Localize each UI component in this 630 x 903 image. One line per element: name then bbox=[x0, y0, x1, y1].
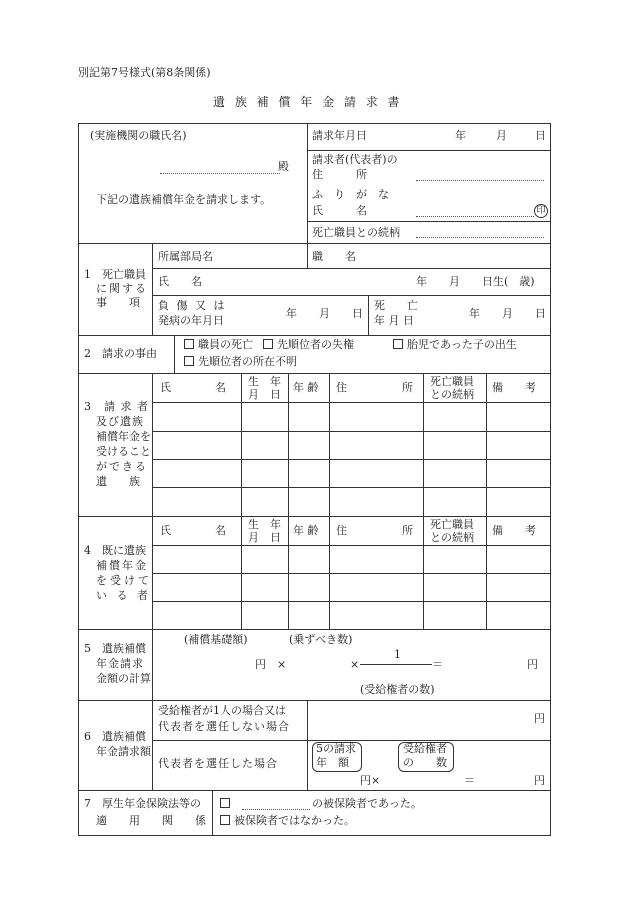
s3-label-4: 受けること bbox=[96, 445, 151, 458]
address-line[interactable] bbox=[416, 180, 544, 181]
reason-option-1-label: 職員の死亡 bbox=[198, 338, 253, 351]
agency-name-line[interactable] bbox=[160, 173, 280, 174]
name-label: 氏 名 bbox=[312, 204, 367, 217]
deceased-name-label: 氏 名 bbox=[158, 275, 202, 288]
reason-option-4-label: 先順位者の所在不明 bbox=[198, 355, 297, 368]
col-remarks: 備 考 bbox=[492, 524, 536, 537]
col-relation-2: との続柄 bbox=[430, 388, 474, 401]
s3-label-2: 及び遺族 bbox=[96, 415, 144, 428]
s6-label-2: 年金請求額 bbox=[96, 745, 151, 758]
death-label-1: 死 亡 bbox=[374, 299, 418, 312]
request-day: 日 bbox=[535, 129, 546, 142]
s7-label-2: 適 用 関 係 bbox=[96, 814, 206, 827]
s5-label-3: 金額の計算 bbox=[96, 672, 151, 685]
multiplier-label: (乗ずべき数) bbox=[289, 633, 353, 646]
insurance-option-1[interactable] bbox=[220, 797, 234, 811]
death-ymd: 年 月 日 bbox=[469, 307, 546, 320]
fraction-bar bbox=[360, 664, 432, 665]
col-age: 年 齢 bbox=[293, 381, 319, 394]
request-month: 月 bbox=[496, 129, 507, 142]
claimant-count-1: 受給権者 bbox=[403, 742, 447, 755]
col-relation-2: との続柄 bbox=[430, 531, 474, 544]
dept-label: 所属部局名 bbox=[158, 250, 213, 263]
s3-label-5: ができる bbox=[96, 460, 148, 473]
claim-annual-1: 5の請求 bbox=[316, 742, 356, 755]
s2-label: 2 請求の事由 bbox=[84, 347, 157, 360]
yen-result: 円 bbox=[527, 658, 538, 671]
equals-sign: ＝ bbox=[432, 658, 443, 671]
claimant-count-2: の 数 bbox=[403, 756, 447, 769]
checkbox-icon[interactable] bbox=[220, 815, 230, 825]
insurance-option-1-label: の被保険者であった。 bbox=[312, 797, 422, 810]
request-year: 年 bbox=[455, 129, 466, 142]
relation-line[interactable] bbox=[416, 237, 544, 238]
form-title: 遺 族 補 償 年 金 請 求 書 bbox=[213, 95, 403, 109]
insurance-name-line[interactable] bbox=[242, 809, 310, 810]
injury-label-2: 発病の年月日 bbox=[158, 314, 224, 327]
furigana-label: ふ り が な bbox=[312, 188, 389, 201]
yen-times: 円 × bbox=[255, 658, 287, 671]
col-address: 住 所 bbox=[336, 524, 413, 537]
reason-option-3[interactable] bbox=[393, 338, 517, 352]
s4-label-3: を受けて bbox=[96, 574, 152, 587]
claim-annual-2: 年 額 bbox=[316, 756, 349, 769]
injury-ymd: 年 月 日 bbox=[286, 307, 363, 320]
reason-option-2-label: 先順位者の失権 bbox=[277, 338, 354, 351]
col-name: 氏 名 bbox=[160, 381, 226, 394]
s3-label-1: 3 請 求 者 bbox=[84, 400, 149, 413]
address-label: 住 所 bbox=[312, 168, 367, 181]
birth-date-text: 年 月 日生( 歳) bbox=[416, 275, 535, 288]
col-relation-1: 死亡職員 bbox=[430, 518, 474, 531]
single-yen: 円 bbox=[534, 712, 545, 725]
checkbox-icon[interactable] bbox=[263, 339, 273, 349]
s5-label-2: 年金請求 bbox=[96, 657, 144, 670]
col-address: 住 所 bbox=[336, 381, 413, 394]
relation-label: 死亡職員との続柄 bbox=[312, 226, 400, 239]
claim-form bbox=[78, 123, 551, 836]
agency-label: (実施機関の職氏名) bbox=[90, 129, 187, 142]
insurance-option-2-label: 被保険者ではなかった。 bbox=[234, 814, 355, 827]
post-label: 職 名 bbox=[312, 250, 356, 263]
representative-label: 代表者を選任した場合 bbox=[158, 757, 278, 770]
reason-option-2[interactable] bbox=[263, 338, 354, 352]
s4-label-4: い る 者 bbox=[96, 589, 151, 602]
s3-label-3: 補償年金を bbox=[96, 430, 151, 443]
injury-label-1: 負 傷 又 は bbox=[158, 299, 227, 312]
s1-label-3: 事 項 bbox=[96, 296, 140, 309]
col-relation-1: 死亡職員 bbox=[430, 375, 474, 388]
s6-label-1: 6 遺族補償 bbox=[84, 730, 146, 743]
insurance-option-2[interactable] bbox=[220, 814, 355, 828]
rep-yen: 円 bbox=[534, 774, 545, 787]
rep-equals: ＝ bbox=[464, 774, 475, 787]
fraction-one: 1 bbox=[394, 648, 401, 661]
request-date-label: 請求年月日 bbox=[312, 129, 367, 142]
col-remarks: 備 考 bbox=[492, 381, 536, 394]
checkbox-icon[interactable] bbox=[184, 356, 194, 366]
s4-label-2: 補償年金 bbox=[96, 559, 148, 572]
col-birth-2: 月 日 bbox=[248, 388, 281, 401]
col-age: 年 齢 bbox=[293, 524, 319, 537]
death-label-2: 年 月 日 bbox=[374, 314, 414, 327]
checkbox-icon[interactable] bbox=[393, 339, 403, 349]
s4-label-1: 4 既に遺族 bbox=[84, 544, 146, 557]
reason-option-4[interactable] bbox=[184, 355, 297, 369]
rep-yen-times: 円× bbox=[360, 774, 381, 787]
s3-label-6: 遺 族 bbox=[96, 475, 140, 488]
s1-label-1: 1 死亡職員 bbox=[84, 268, 146, 281]
seal-mark: 印 bbox=[534, 204, 548, 218]
checkbox-icon[interactable] bbox=[184, 339, 194, 349]
col-birth-2: 月 日 bbox=[248, 531, 281, 544]
name-line[interactable] bbox=[416, 216, 534, 217]
dono-label: 殿 bbox=[278, 160, 289, 173]
form-reference: 別記第7号様式(第8条関係) bbox=[78, 66, 211, 79]
s5-label-1: 5 遺族補償 bbox=[84, 642, 146, 655]
reason-option-1[interactable] bbox=[184, 338, 253, 352]
times-sign: × bbox=[350, 658, 360, 671]
col-birth-1: 生 年 bbox=[248, 375, 281, 388]
reason-option-3-label: 胎児であった子の出生 bbox=[407, 338, 517, 351]
denominator-label: (受給権者の数) bbox=[360, 683, 435, 696]
s7-label-1: 7 厚生年金保険法等の bbox=[84, 797, 201, 810]
claimant-label: 請求者(代表者)の bbox=[312, 153, 398, 166]
single-claimant-1: 受給権者が1人の場合又は bbox=[158, 704, 286, 717]
col-name: 氏 名 bbox=[160, 524, 226, 537]
s1-label-2: に関する bbox=[96, 282, 148, 295]
col-birth-1: 生 年 bbox=[248, 518, 281, 531]
checkbox-icon[interactable] bbox=[220, 798, 230, 808]
single-claimant-2: 代表者を選任しない場合 bbox=[158, 720, 290, 733]
request-statement: 下記の遺族補償年金を請求します。 bbox=[96, 193, 272, 206]
base-amount-label: (補償基礎額) bbox=[184, 633, 248, 646]
